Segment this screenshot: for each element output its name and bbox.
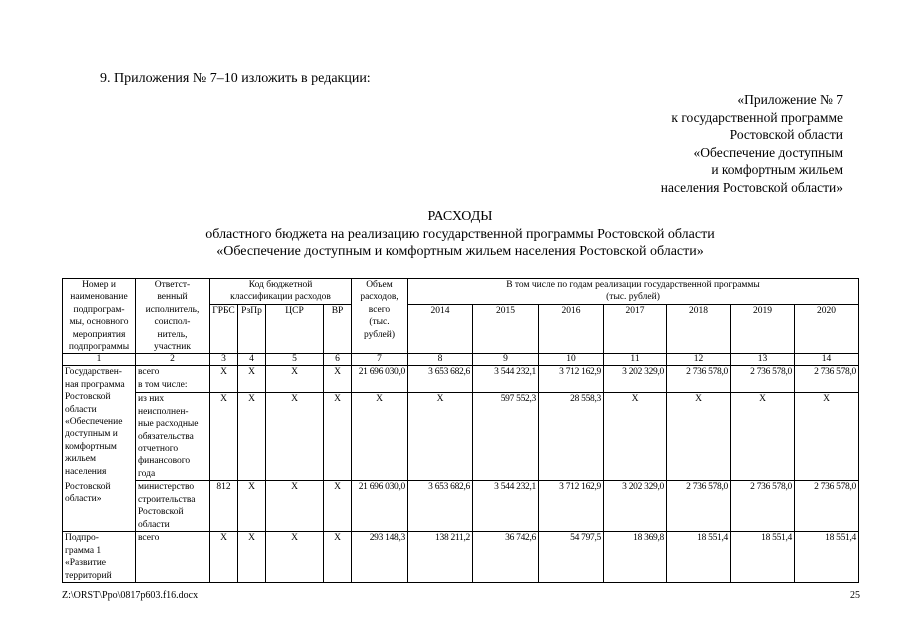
year-cell: 18 551,4 (795, 532, 859, 583)
total-cell: X (352, 393, 408, 481)
appendix-line: и комфортным жильем (711, 162, 843, 178)
year-cell: 3 544 232,1 (473, 366, 539, 393)
year-cell: 18 369,8 (604, 532, 667, 583)
title-line: «Обеспечение доступным и комфортным жильем населения Ростовской области» (216, 244, 704, 260)
header-year: 2017 (604, 305, 667, 354)
executor-cell: министерство строительства Ростовской области (136, 481, 210, 532)
column-index: 5 (266, 354, 324, 366)
column-index: 9 (473, 354, 539, 366)
appendix-line: населения Ростовской области» (660, 179, 843, 195)
appendix-line: «Приложение № 7 (737, 92, 843, 107)
rzpr-cell: X (238, 481, 266, 532)
column-index: 1 (63, 354, 136, 366)
column-index: 2 (136, 354, 210, 366)
column-index: 8 (408, 354, 473, 366)
vr-cell: X (324, 366, 352, 393)
program-name-cell: Государствен- ная программа Ростовской области «Обеспечение доступным и комфортным жильем населения (63, 366, 136, 481)
year-cell: 3 202 329,0 (604, 481, 667, 532)
year-cell: 3 202 329,0 (604, 366, 667, 393)
year-cell: 3 712 162,9 (539, 366, 604, 393)
csr-cell: X (266, 393, 324, 481)
column-index: 6 (324, 354, 352, 366)
vr-cell: X (324, 532, 352, 583)
header-year: 2018 (667, 305, 731, 354)
amendment-intro: 9. Приложения № 7–10 изложить в редакции: (100, 71, 371, 86)
header-year: 2019 (731, 305, 795, 354)
appendix-header (583, 91, 843, 197)
executor-cell: всего (136, 532, 210, 583)
year-cell: 54 797,5 (539, 532, 604, 583)
year-cell: 597 552,3 (473, 393, 539, 481)
header-volume: Объем расходов, всего (тыс. рублей) (352, 279, 408, 354)
csr-cell: X (266, 532, 324, 583)
title-line: РАСХОДЫ (427, 209, 493, 224)
grbs-cell: X (210, 366, 238, 393)
total-cell: 293 148,3 (352, 532, 408, 583)
column-index: 12 (667, 354, 731, 366)
column-index: 3 (210, 354, 238, 366)
file-path: Z:\ORST\Ppo\0817p603.f16.docx (62, 590, 199, 601)
table-row (63, 532, 859, 583)
header-csr: ЦСР (266, 305, 324, 354)
header-years-title: В том числе по годам реализации государственной программы (тыс. рублей) (408, 279, 859, 305)
table-row (63, 393, 859, 481)
grbs-cell: X (210, 532, 238, 583)
year-cell: X (408, 393, 473, 481)
column-index: 14 (795, 354, 859, 366)
year-cell: X (795, 393, 859, 481)
year-cell: X (731, 393, 795, 481)
year-cell: 2 736 578,0 (667, 366, 731, 393)
grbs-cell: X (210, 393, 238, 481)
table-row (63, 366, 859, 393)
expenditure-table (62, 278, 859, 583)
appendix-line: к государственной программе (671, 109, 843, 125)
column-index: 11 (604, 354, 667, 366)
program-name-cell: Ростовской области» (63, 481, 136, 532)
year-cell: X (604, 393, 667, 481)
year-cell: 2 736 578,0 (795, 481, 859, 532)
header-year: 2014 (408, 305, 473, 354)
page-number: 25 (850, 590, 860, 601)
year-cell: 138 211,2 (408, 532, 473, 583)
csr-cell: X (266, 366, 324, 393)
rzpr-cell: X (238, 393, 266, 481)
year-cell: 18 551,4 (731, 532, 795, 583)
header-rzpr: РзПр (238, 305, 266, 354)
year-cell: 28 558,3 (539, 393, 604, 481)
year-cell: 3 544 232,1 (473, 481, 539, 532)
column-index: 13 (731, 354, 795, 366)
document-title (150, 208, 770, 261)
year-cell: 2 736 578,0 (667, 481, 731, 532)
header-year: 2015 (473, 305, 539, 354)
vr-cell: X (324, 393, 352, 481)
year-cell: 2 736 578,0 (795, 366, 859, 393)
year-cell: 3 712 162,9 (539, 481, 604, 532)
header-vr: ВР (324, 305, 352, 354)
column-index: 4 (238, 354, 266, 366)
header-year: 2016 (539, 305, 604, 354)
year-cell: 2 736 578,0 (731, 481, 795, 532)
header-executor: Ответст- венный исполнитель, соиспол- нитель, участник (136, 279, 210, 354)
appendix-line: Ростовской области (729, 127, 843, 143)
column-index: 10 (539, 354, 604, 366)
column-index-row (63, 354, 859, 366)
column-index: 7 (352, 354, 408, 366)
year-cell: 3 653 682,6 (408, 481, 473, 532)
executor-cell: всего в том числе: (136, 366, 210, 393)
year-cell: 3 653 682,6 (408, 366, 473, 393)
year-cell: 18 551,4 (667, 532, 731, 583)
grbs-cell: 812 (210, 481, 238, 532)
subprogram-name-cell: Подпро- грамма 1 «Развитие территорий (63, 532, 136, 583)
rzpr-cell: X (238, 366, 266, 393)
table-row (63, 481, 859, 532)
vr-cell: X (324, 481, 352, 532)
year-cell: 2 736 578,0 (731, 366, 795, 393)
year-cell: X (667, 393, 731, 481)
executor-cell: из них неисполнен- ные расходные обязательства отчетного финансового года (136, 393, 210, 481)
year-cell: 36 742,6 (473, 532, 539, 583)
rzpr-cell: X (238, 532, 266, 583)
header-row (63, 279, 859, 305)
header-program-name: Номер и наименование подпрограм- мы, основного мероприятия подпрограммы (63, 279, 136, 354)
title-line: областного бюджета на реализацию государственной программы Ростовской области (205, 226, 715, 242)
total-cell: 21 696 030,0 (352, 366, 408, 393)
header-grbs: ГРБС (210, 305, 238, 354)
appendix-line: «Обеспечение доступным (693, 144, 843, 160)
header-budget-code: Код бюджетной классификации расходов (210, 279, 352, 305)
total-cell: 21 696 030,0 (352, 481, 408, 532)
csr-cell: X (266, 481, 324, 532)
header-year: 2020 (795, 305, 859, 354)
